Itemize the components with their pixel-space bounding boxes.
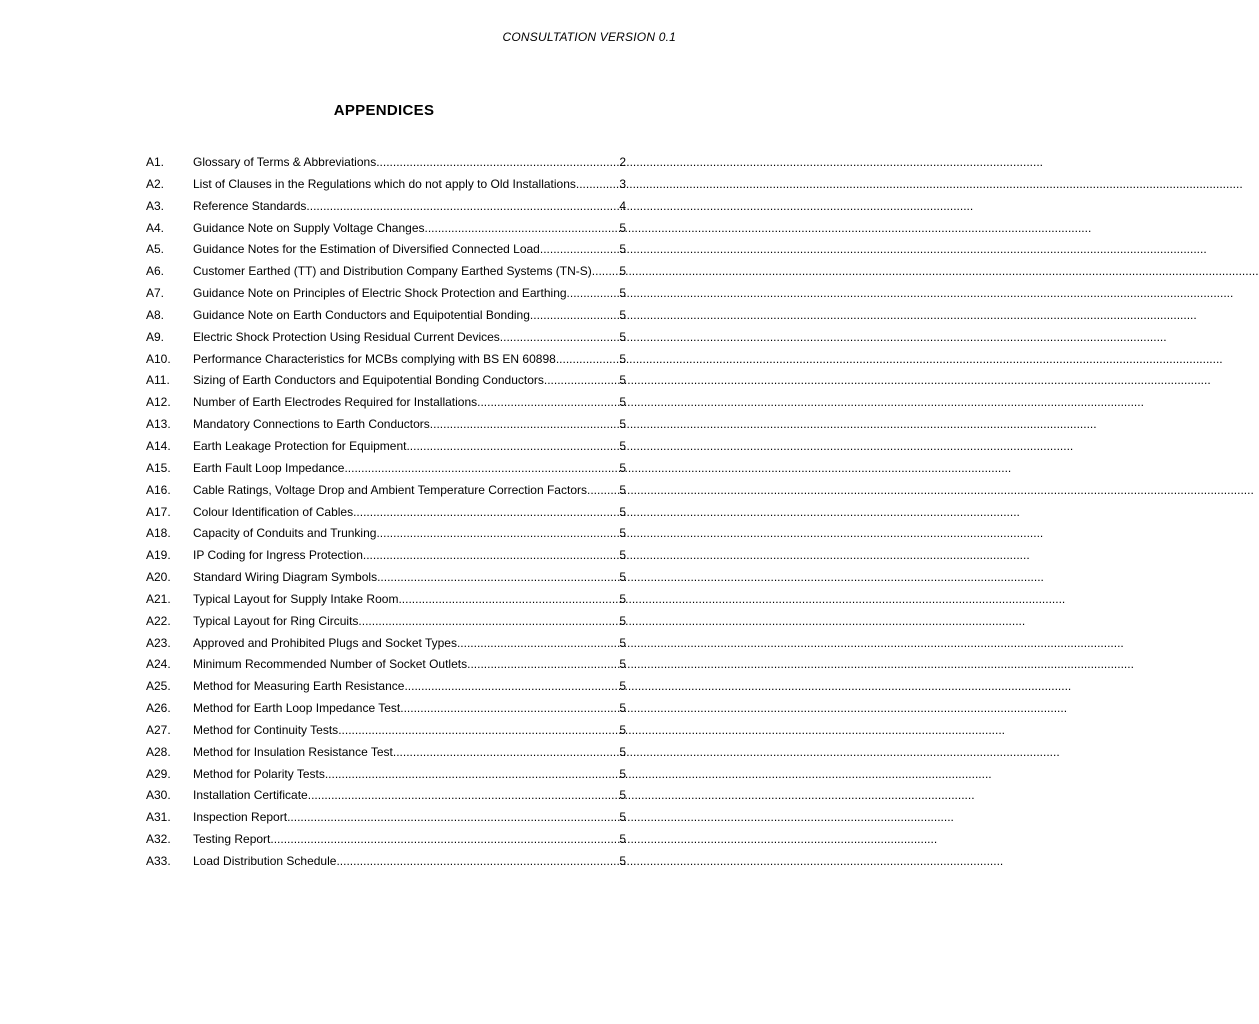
toc-entry-page: 5: [619, 351, 626, 366]
toc-entry-page: 5: [619, 766, 626, 781]
toc-entry-number: A25.: [146, 679, 171, 694]
toc-entry-page: 5: [619, 482, 626, 497]
toc-entry-page: 5: [619, 832, 626, 847]
toc-entry-number: A1.: [146, 155, 165, 169]
toc-entry-a10[interactable]: [146, 349, 626, 371]
toc-entry-page: 5: [619, 722, 626, 737]
toc-entry-page: 5: [619, 286, 626, 301]
toc-entry-title: Testing Report: [193, 832, 271, 847]
toc-entry-title: Minimum Recommended Number of Socket Outlets: [193, 657, 468, 672]
toc-entry-title: Capacity of Conduits and Trunking: [193, 526, 377, 541]
toc-entry-number: A13.: [146, 417, 171, 432]
toc-entry-title: Glossary of Terms & Abbreviations: [193, 155, 377, 169]
toc-entry-number: A3.: [146, 198, 165, 213]
toc-entry-a9[interactable]: [146, 327, 626, 349]
toc-leader-dots: [363, 545, 618, 567]
toc-entry-page: 5: [619, 854, 626, 868]
toc-entry-number: A33.: [146, 854, 171, 868]
toc-entry-title: Mandatory Connections to Earth Conductors: [193, 417, 430, 432]
page-title: APPENDICES: [333, 102, 435, 119]
toc-entry-number: A2.: [146, 176, 165, 191]
header-version-label: CONSULTATION VERSION 0.1: [502, 30, 676, 44]
toc-entry-title: Earth Leakage Protection for Equipment: [193, 438, 407, 453]
toc-leader-dots: [308, 785, 619, 807]
toc-entry-a6[interactable]: [146, 261, 626, 283]
toc-leader-dots: [336, 851, 618, 873]
toc-entry-title: Method for Earth Loop Impedance Test: [193, 701, 401, 716]
toc-entry-title: Performance Characteristics for MCBs complying with BS EN 60898: [193, 351, 556, 366]
toc-entry-page: 5: [619, 744, 626, 759]
toc-entry-page: 5: [619, 591, 626, 606]
toc-leader-dots: [377, 567, 618, 589]
toc-entry-title: Number of Earth Electrodes Required for Installations: [193, 395, 478, 410]
toc-entry-title: Guidance Note on Earth Conductors and Equipotential Bonding: [193, 307, 530, 322]
toc-entry-number: A24.: [146, 657, 171, 672]
toc-leader-dots: [587, 480, 618, 502]
toc-leader-dots: [467, 654, 618, 676]
toc-entry-number: A12.: [146, 395, 171, 410]
toc-leader-dots: [376, 152, 618, 174]
toc-entry-title: Sizing of Earth Conductors and Equipotential Bonding Conductors: [193, 373, 544, 388]
toc-entry-page: 4: [619, 198, 626, 213]
toc-entry-number: A10.: [146, 351, 171, 366]
toc-leader-dots: [325, 764, 618, 786]
toc-entry-title: IP Coding for Ingress Protection: [193, 548, 363, 563]
toc-entry-title: Guidance Note on Principles of Electric Shock Protection and Earthing: [193, 286, 567, 301]
toc-entry-a5[interactable]: [146, 239, 626, 261]
toc-leader-dots: [287, 807, 618, 829]
toc-entry-page: 5: [619, 329, 626, 344]
toc-entry-page: 5: [619, 701, 626, 716]
toc-entry-title: Standard Wiring Diagram Symbols: [193, 570, 378, 585]
toc-entry-a25[interactable]: [146, 676, 626, 698]
toc-entry-title: Customer Earthed (TT) and Distribution Company Earthed Systems (TN-S): [193, 264, 592, 279]
toc-entry-a19[interactable]: [146, 545, 626, 567]
toc-entry-page: 5: [619, 307, 626, 322]
toc-entry-page: 3: [619, 176, 626, 191]
toc-entry-a18[interactable]: [146, 523, 626, 545]
toc-entry-number: A5.: [146, 242, 165, 257]
toc-entry-number: A29.: [146, 766, 171, 781]
toc-entry-a27[interactable]: [146, 720, 626, 742]
toc-entry-title: Guidance Notes for the Estimation of Diversified Connected Load: [193, 242, 540, 257]
toc-entry-a33[interactable]: [146, 851, 626, 873]
toc-leader-dots: [353, 502, 618, 524]
toc-leader-dots: [376, 523, 618, 545]
toc-entry-number: A17.: [146, 504, 171, 519]
toc-entry-a24[interactable]: [146, 654, 626, 676]
toc-entry-number: A16.: [146, 482, 171, 497]
toc-entry-a22[interactable]: [146, 611, 626, 633]
toc-entry-title: Method for Polarity Tests: [193, 766, 325, 781]
toc-entry-a2[interactable]: [146, 174, 626, 196]
toc-entry-number: A8.: [146, 307, 165, 322]
toc-entry-page: 5: [619, 570, 626, 585]
toc-entry-a20[interactable]: [146, 567, 626, 589]
toc-entry-title: Load Distribution Schedule: [193, 854, 337, 868]
toc-entry-number: A31.: [146, 810, 171, 825]
toc-entry-page: 5: [619, 613, 626, 628]
toc-leader-dots: [477, 392, 618, 414]
toc-leader-dots: [406, 436, 618, 458]
toc-entry-title: Method for Insulation Resistance Test: [193, 744, 393, 759]
toc-entry-title: Method for Measuring Earth Resistance: [193, 679, 405, 694]
toc-entry-a4[interactable]: [146, 218, 626, 240]
toc-entry-a16[interactable]: [146, 480, 626, 502]
toc-entry-number: A21.: [146, 591, 171, 606]
toc-entry-a32[interactable]: [146, 829, 626, 851]
toc-entry-title: Inspection Report: [193, 810, 288, 825]
toc-entry-a14[interactable]: [146, 436, 626, 458]
toc-entry-title: Electric Shock Protection Using Residual Current Devices: [193, 329, 500, 344]
toc-entry-title: Typical Layout for Ring Circuits: [193, 613, 359, 628]
toc-entry-page: 5: [619, 679, 626, 694]
toc-entry-number: A6.: [146, 264, 165, 279]
toc-entry-a7[interactable]: [146, 283, 626, 305]
toc-entry-title: List of Clauses in the Regulations which do not apply to Old Installations: [193, 176, 576, 191]
toc-entry-page: 5: [619, 548, 626, 563]
toc-entry-a28[interactable]: [146, 742, 626, 764]
toc-entry-number: A28.: [146, 744, 171, 759]
toc-entry-title: Colour Identification of Cables: [193, 504, 354, 519]
toc-leader-dots: [430, 414, 619, 436]
toc-leader-dots: [338, 720, 618, 742]
toc-entry-a3[interactable]: [146, 196, 626, 218]
toc-leader-dots: [404, 676, 618, 698]
toc-entry-number: A22.: [146, 613, 171, 628]
toc-entry-page: 5: [619, 373, 626, 388]
toc-entry-page: 5: [619, 417, 626, 432]
toc-entry-a29[interactable]: [146, 764, 626, 786]
toc-entry-number: A19.: [146, 548, 171, 563]
toc-entry-number: A4.: [146, 220, 165, 235]
toc-entry-a23[interactable]: [146, 633, 626, 655]
toc-leader-dots: [592, 261, 619, 283]
toc-entry-number: A30.: [146, 788, 171, 803]
toc-leader-dots: [500, 327, 619, 349]
toc-leader-dots: [306, 196, 618, 218]
toc-entry-number: A26.: [146, 701, 171, 716]
toc-entry-a11[interactable]: [146, 370, 626, 392]
toc-entry-page: 5: [619, 657, 626, 672]
toc-entry-a13[interactable]: [146, 414, 626, 436]
toc-entry-page: 5: [619, 460, 626, 475]
toc-entry-page: 5: [619, 220, 626, 235]
toc-leader-dots: [344, 458, 618, 480]
toc-entry-a31[interactable]: [146, 807, 626, 829]
toc-entry-title: Cable Ratings, Voltage Drop and Ambient Temperature Correction Factors: [193, 482, 587, 497]
toc-entry-number: A7.: [146, 286, 165, 301]
toc-entry-page: 5: [619, 504, 626, 519]
toc-entry-title: Approved and Prohibited Plugs and Socket Types: [193, 635, 457, 650]
toc-leader-dots: [393, 742, 618, 764]
toc-entry-page: 5: [619, 526, 626, 541]
toc-entry-a26[interactable]: [146, 698, 626, 720]
toc-entry-page: 5: [619, 635, 626, 650]
toc-entry-number: A32.: [146, 832, 171, 847]
toc-entry-number: A14.: [146, 438, 171, 453]
toc-entry-a30[interactable]: [146, 785, 626, 807]
toc-entry-number: A11.: [146, 373, 170, 388]
toc-entry-page: 5: [619, 395, 626, 410]
toc-leader-dots: [530, 305, 618, 327]
toc-entry-title: Earth Fault Loop Impedance: [193, 460, 345, 475]
toc-entry-a8[interactable]: [146, 305, 626, 327]
toc-entry-number: A15.: [146, 460, 171, 475]
toc-entry-number: A18.: [146, 526, 171, 541]
toc-entry-number: A23.: [146, 635, 171, 650]
toc-entry-a21[interactable]: [146, 589, 626, 611]
toc-entry-title: Reference Standards: [193, 198, 307, 213]
toc-leader-dots: [358, 611, 618, 633]
toc-leader-dots: [556, 349, 619, 371]
toc-entry-page: 5: [619, 264, 626, 279]
toc-entry-a15[interactable]: [146, 458, 626, 480]
toc-entry-title: Typical Layout for Supply Intake Room: [193, 591, 399, 606]
toc-entry-number: A9.: [146, 329, 165, 344]
toc-leader-dots: [457, 633, 618, 655]
table-of-contents: [146, 152, 626, 873]
toc-entry-number: A27.: [146, 722, 171, 737]
toc-entry-page: 5: [619, 810, 626, 825]
toc-entry-number: A20.: [146, 570, 171, 585]
toc-entry-page: 2: [619, 155, 626, 169]
toc-leader-dots: [540, 239, 618, 261]
toc-entry-a17[interactable]: [146, 502, 626, 524]
toc-entry-a12[interactable]: [146, 392, 626, 414]
toc-entry-title: Installation Certificate: [193, 788, 308, 803]
toc-leader-dots: [398, 589, 618, 611]
toc-entry-page: 5: [619, 438, 626, 453]
toc-entry-title: Guidance Note on Supply Voltage Changes: [193, 220, 425, 235]
toc-leader-dots: [544, 370, 618, 392]
toc-leader-dots: [270, 829, 618, 851]
toc-entry-a1[interactable]: [146, 152, 626, 174]
toc-entry-page: 5: [619, 242, 626, 257]
toc-entry-page: 5: [619, 788, 626, 803]
toc-leader-dots: [567, 283, 619, 305]
toc-entry-title: Method for Continuity Tests: [193, 722, 339, 737]
toc-leader-dots: [576, 174, 618, 196]
toc-leader-dots: [425, 218, 619, 240]
toc-leader-dots: [400, 698, 618, 720]
